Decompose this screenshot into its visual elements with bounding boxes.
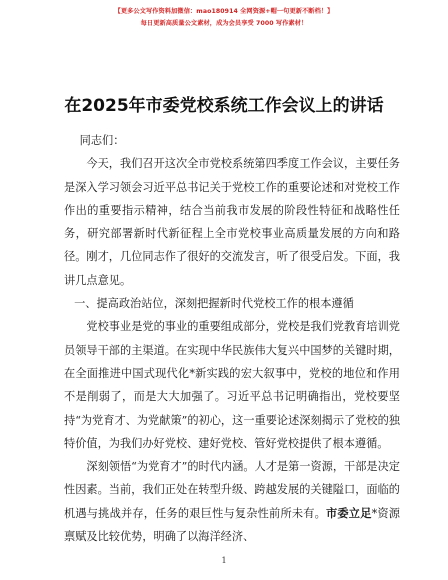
- promo-banner-line-1: 【更多公文写作资料加微信：mao180914 全网资源+帽一句更新不断档！】: [114, 8, 334, 15]
- document-body: [64, 129, 400, 548]
- promo-banner-line-2: 每日更新高质量公文素材，成为会员享受 7000 写作素材！: [140, 20, 308, 27]
- salutation: 同志们：: [79, 134, 125, 147]
- paragraph-talent: [64, 455, 400, 548]
- section-heading-1: 一、提高政治站位，深刻把握新时代党校工作的根本遵循: [74, 297, 354, 311]
- page-number: 1: [221, 556, 227, 565]
- paragraph-intro: 今天，我们召开这次全市党校系统第四季度工作会议，主要任务是深入学习领会习近平总书记关于党校工作的重要论述和对党校工作作出的重要指示精神，结合当前我市发展的阶段性特征和战略性任务，研究部署新时代新征程上全市党校事业高质量发展的方向和路径。刚才，几位同志作了很好的交流发言，听了很受启发。下面，我讲几点意见。: [64, 157, 400, 287]
- document-title: 在2025年市委党校系统工作会议上的讲话: [64, 96, 384, 116]
- paragraph-talent-bold: 市委立足: [326, 506, 372, 520]
- paragraph-talent-text-cont: *资源禀赋及比较优势，明确了以海洋经济、: [64, 506, 400, 544]
- paragraph-party-school-role: 党校事业是党的事业的重要组成部分，党校是我们党教育培训党员领导干部的主渠道。在实现中华民族伟大复兴中国梦的关键时期，在全面推进中国式现代化*新实践的宏大叙事中，党校的地位和作用不是削弱了，而是大大加强了。习近平总书记明确指出，党校要坚持“为党育才、为党献策”的初心，这一重要论述深刻揭示了党校的独特价值，为我们办好党校、建好党校、管好党校提供了根本遵循。: [64, 320, 400, 450]
- paragraph-talent-text: 深刻领悟“为党育才”的时代内涵。人才是第一资源，干部是决定性因素。当前，我们正处在转型升级、跨越发展的关键隘口，面临的机遇与挑战并存，任务的艰巨性与复杂性前所未有。: [64, 460, 400, 520]
